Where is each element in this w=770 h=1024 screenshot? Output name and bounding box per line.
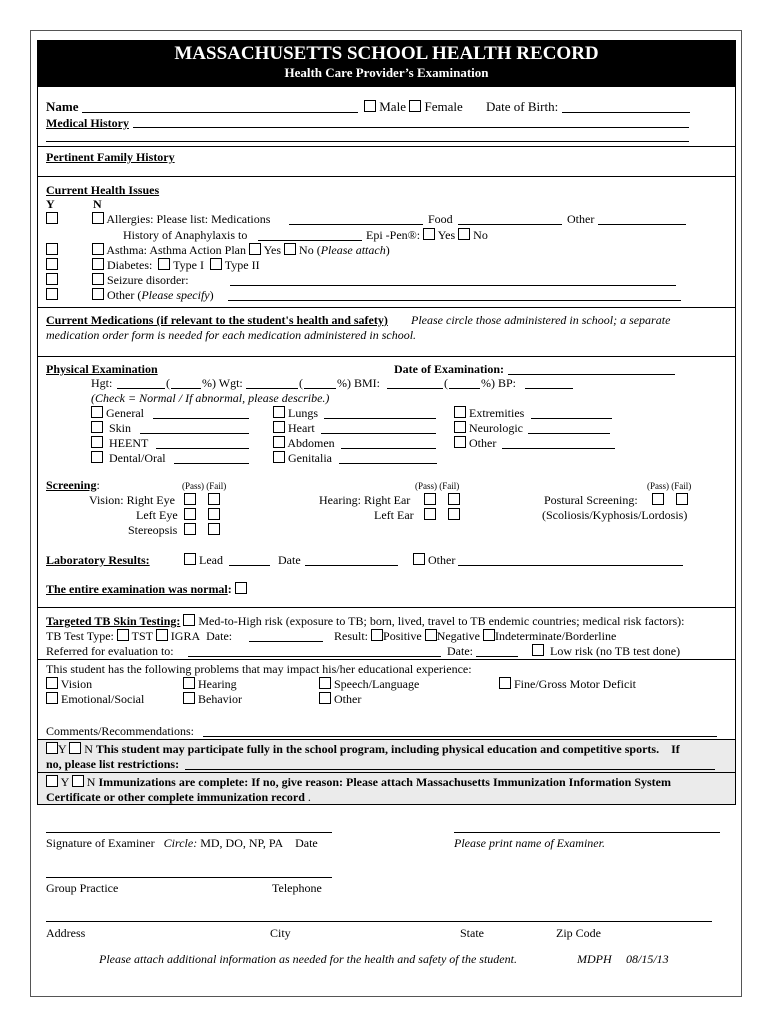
- normal-exam-line: [46, 582, 247, 596]
- wgt-pct-open: (: [299, 376, 303, 390]
- lungs-checkbox[interactable]: [273, 406, 285, 418]
- postural-label: Postural Screening:: [544, 493, 638, 507]
- medications-note-1: Please circle those administered in school; a separate: [411, 313, 671, 327]
- lungs-field[interactable]: [324, 418, 436, 419]
- allergies-yes-checkbox[interactable]: [46, 212, 58, 224]
- postural-pass-fail-header: (Pass) (Fail): [647, 481, 692, 491]
- neurologic-field[interactable]: [528, 433, 610, 434]
- speech-problem-item: [319, 677, 419, 691]
- heent-field[interactable]: [156, 448, 249, 449]
- screening-heading: [46, 478, 100, 492]
- lead-label: Lead: [199, 553, 223, 567]
- medical-history-label: Medical History: [46, 116, 129, 130]
- lowrisk-checkbox[interactable]: [532, 644, 544, 656]
- postural-fail-checkbox[interactable]: [676, 493, 688, 505]
- other-yes: [46, 288, 58, 302]
- vision-left-boxes: [184, 508, 220, 522]
- immunization-period: .: [307, 790, 311, 804]
- motor-problem-label: Fine/Gross Motor Deficit: [514, 677, 636, 691]
- genitalia-label: Genitalia: [288, 451, 332, 465]
- immunization-certificate: Certificate or other complete immunization record: [46, 790, 305, 804]
- male-checkbox[interactable]: [364, 100, 376, 112]
- bmi-field[interactable]: [387, 388, 443, 389]
- group-practice-field[interactable]: [46, 877, 332, 878]
- stereopsis-fail-checkbox[interactable]: [208, 523, 220, 535]
- hearing-right-label: Hearing: Right Ear: [319, 493, 411, 507]
- credentials-label: MD, DO, NP, PA: [200, 836, 284, 850]
- medical-history-field[interactable]: [133, 127, 689, 128]
- hearing-right-boxes: [424, 493, 460, 507]
- epipen-group: [366, 228, 488, 242]
- asthma-no-checkbox[interactable]: [92, 243, 104, 255]
- comments-line: [46, 724, 194, 738]
- tb-date-label: Date:: [206, 629, 233, 643]
- health-issues-label: Current Health Issues: [46, 183, 160, 197]
- sex-options: [364, 100, 463, 114]
- diabetes-yes: [46, 258, 58, 272]
- extremities-field[interactable]: [531, 418, 612, 419]
- dental-checkbox[interactable]: [91, 451, 103, 463]
- form-header: [37, 40, 736, 87]
- asthma-label: Asthma: Asthma Action Plan: [106, 243, 247, 257]
- other-issue-line: [92, 288, 214, 302]
- tb-result-label: Result:: [334, 629, 369, 643]
- dob-field[interactable]: [562, 112, 690, 113]
- divider: [38, 356, 735, 357]
- tst-checkbox[interactable]: [117, 629, 129, 641]
- divider: [38, 176, 735, 177]
- yes-column-label: Y: [46, 197, 55, 211]
- hearing-problem-checkbox[interactable]: [183, 677, 195, 689]
- heent-checkbox[interactable]: [91, 436, 103, 448]
- extremities-label: Extremities: [469, 406, 525, 420]
- hgt-pct-field[interactable]: [171, 388, 201, 389]
- bmi-pct-field[interactable]: [449, 388, 480, 389]
- lead-checkbox[interactable]: [184, 553, 196, 565]
- asthma-line: Asthma: Asthma Action Plan Yes No (Please attach): [92, 243, 390, 257]
- circle-label: Circle:: [163, 836, 198, 850]
- lungs-label: Lungs: [288, 406, 318, 420]
- other-problem-checkbox[interactable]: [319, 692, 331, 704]
- type2-label: Type II: [224, 258, 260, 272]
- motor-problem-checkbox[interactable]: [499, 677, 511, 689]
- lab-other-item: [413, 553, 455, 567]
- other-issue-field[interactable]: [228, 300, 681, 301]
- hearing-problem-label: Hearing: [198, 677, 237, 691]
- state-label: State: [460, 926, 484, 940]
- participate-yes-label: Y: [58, 742, 67, 756]
- wgt-pct-field[interactable]: [304, 388, 336, 389]
- allergies-no-checkbox[interactable]: [92, 212, 104, 224]
- heent-label: HEENT: [109, 436, 149, 450]
- abdomen-item: [273, 436, 335, 450]
- comments-colon: :: [190, 724, 194, 738]
- immunization-no-label: N: [86, 775, 96, 789]
- lab-other-checkbox[interactable]: [413, 553, 425, 565]
- tb-label: Targeted TB Skin Testing:: [46, 614, 181, 628]
- negative-checkbox[interactable]: [425, 629, 437, 641]
- skin-item: [91, 421, 131, 435]
- footer-note: Please attach additional information as needed for the health and safety of the student.: [99, 952, 517, 966]
- other-exam-checkbox[interactable]: [454, 436, 466, 448]
- exam-date-field[interactable]: [508, 374, 675, 375]
- stereopsis-boxes: [184, 523, 220, 537]
- address-field[interactable]: [46, 921, 712, 922]
- anaphylaxis-label: History of Anaphylaxis to: [123, 228, 248, 242]
- positive-checkbox[interactable]: [371, 629, 383, 641]
- genitalia-field[interactable]: [339, 463, 437, 464]
- wgt-field[interactable]: [246, 388, 298, 389]
- tb-type-line: [46, 629, 232, 643]
- motor-problem-item: [499, 677, 636, 691]
- divider: [38, 659, 735, 660]
- skin-field[interactable]: [140, 433, 249, 434]
- normal-exam-label: The entire examination was normal: [46, 582, 228, 596]
- dental-item: [91, 451, 166, 465]
- seizure-yes-checkbox[interactable]: [46, 273, 58, 285]
- city-label: City: [270, 926, 291, 940]
- other-problem-item: [319, 692, 361, 706]
- epipen-label: Epi -Pen®:: [366, 228, 421, 242]
- form-title: MASSACHUSETTS SCHOOL HEALTH RECORD: [174, 43, 599, 64]
- participation-if: If: [671, 742, 680, 756]
- seizure-label: Seizure disorder:: [107, 273, 189, 287]
- participation-line-1: [46, 742, 680, 756]
- participate-no-label: N: [84, 742, 93, 756]
- hearing-right-pass-checkbox[interactable]: [424, 493, 436, 505]
- other-issue-no-checkbox[interactable]: [92, 288, 104, 300]
- extremities-item: [454, 406, 524, 420]
- seizure-no-checkbox[interactable]: [92, 273, 104, 285]
- dental-field[interactable]: [174, 463, 249, 464]
- lab-date-field[interactable]: [305, 565, 398, 566]
- emotional-problem-label: Emotional/Social: [61, 692, 145, 706]
- exam-date-label: Date of Examination:: [394, 362, 504, 376]
- heart-item: [273, 421, 315, 435]
- no-column-label: N: [93, 197, 102, 211]
- group-practice-label: Group Practice: [46, 881, 119, 895]
- participate-no-checkbox[interactable]: [69, 742, 81, 754]
- other-issue-close: ): [209, 288, 214, 302]
- skin-checkbox[interactable]: [91, 421, 103, 433]
- allergies-label: Allergies: Please list: Medications: [106, 212, 271, 226]
- scoliosis-label: (Scoliosis/Kyphosis/Lordosis): [542, 508, 688, 522]
- epipen-yes-checkbox[interactable]: [423, 228, 435, 240]
- screening-label: Screening: [46, 478, 97, 492]
- address-label: Address: [46, 926, 86, 940]
- negative-label: Negative: [436, 629, 480, 643]
- allergy-food-field[interactable]: [458, 224, 562, 225]
- zip-label: Zip Code: [556, 926, 601, 940]
- name-label: Name: [46, 99, 79, 114]
- igra-checkbox[interactable]: [156, 629, 168, 641]
- tb-date2-label: Date:: [447, 644, 473, 658]
- diabetes-line: [92, 258, 260, 272]
- stereopsis-pass-checkbox[interactable]: [184, 523, 196, 535]
- footer-date: 08/15/13: [626, 952, 669, 966]
- lungs-item: [273, 406, 318, 420]
- neurologic-label: Neurologic: [469, 421, 523, 435]
- dob-label: Date of Birth:: [486, 99, 559, 114]
- anaphylaxis-field[interactable]: [258, 240, 362, 241]
- action-plan-attach-label: Please attach: [320, 243, 386, 257]
- tb-date2-field[interactable]: [476, 656, 518, 657]
- indeterminate-checkbox[interactable]: [483, 629, 495, 641]
- vision-right-label: Vision: Right Eye: [89, 493, 175, 507]
- tb-date-field[interactable]: [249, 641, 323, 642]
- food-label: Food: [428, 212, 453, 226]
- extremities-checkbox[interactable]: [454, 406, 466, 418]
- other-issue-specify: Please specify: [141, 288, 210, 302]
- immunization-line-2: [46, 790, 311, 804]
- epipen-no-checkbox[interactable]: [458, 228, 470, 240]
- behavior-problem-item: [183, 692, 242, 706]
- divider: [38, 739, 735, 740]
- family-history-label: Pertinent Family History: [46, 150, 175, 164]
- tb-result-line: [334, 629, 616, 643]
- vision-pass-fail-header: (Pass) (Fail): [182, 481, 227, 491]
- signature-label-line: [46, 836, 318, 850]
- allergies-line: [92, 212, 270, 226]
- neurologic-checkbox[interactable]: [454, 421, 466, 433]
- vision-right-boxes: [184, 493, 220, 507]
- restrictions-label: no, please list restrictions:: [46, 757, 180, 771]
- hearing-problem-item: [183, 677, 237, 691]
- name-field[interactable]: [82, 112, 358, 113]
- telephone-label: Telephone: [272, 881, 322, 895]
- type1-checkbox[interactable]: [158, 258, 170, 270]
- action-plan-yes-checkbox[interactable]: [249, 243, 261, 255]
- postural-boxes: [652, 493, 688, 507]
- footer-agency: MDPH: [577, 952, 612, 966]
- other-issue-yes-checkbox[interactable]: [46, 288, 58, 300]
- hearing-right-fail-checkbox[interactable]: [448, 493, 460, 505]
- normal-exam-colon: :: [227, 582, 232, 596]
- vision-problem-checkbox[interactable]: [46, 677, 58, 689]
- hearing-pass-fail-header: (Pass) (Fail): [415, 481, 460, 491]
- other-exam-field[interactable]: [502, 448, 615, 449]
- print-name-label: Please print name of Examiner.: [454, 836, 605, 850]
- epipen-yes-label: Yes: [437, 228, 456, 242]
- vision-left-pass-checkbox[interactable]: [184, 508, 196, 520]
- comments-field[interactable]: [203, 736, 717, 737]
- action-plan-no-label: No (: [299, 243, 321, 257]
- tb-risk-label: Med-to-High risk (exposure to TB; born, lived, travel to TB endemic countries; medical risk factors):: [198, 614, 685, 628]
- other-exam-label: Other: [469, 436, 497, 450]
- vision-left-label: Left Eye: [136, 508, 178, 522]
- lab-results-label: Laboratory Results:: [46, 553, 150, 567]
- seizure-line: [92, 273, 189, 287]
- lab-other-field[interactable]: [458, 565, 683, 566]
- hearing-left-pass-checkbox[interactable]: [424, 508, 436, 520]
- hearing-left-fail-checkbox[interactable]: [448, 508, 460, 520]
- immunization-line-1: [46, 775, 671, 789]
- heent-item: [91, 436, 148, 450]
- hgt-pct-open: (: [166, 376, 170, 390]
- divider: [38, 307, 735, 308]
- vision-problem-item: [46, 677, 92, 691]
- heart-field[interactable]: [321, 433, 436, 434]
- divider: [38, 607, 735, 608]
- seizure-field[interactable]: [230, 285, 676, 286]
- allergy-medications-field[interactable]: [289, 224, 423, 225]
- vision-left-fail-checkbox[interactable]: [208, 508, 220, 520]
- lowrisk-item: [532, 644, 680, 658]
- diabetes-no-checkbox[interactable]: [92, 258, 104, 270]
- action-plan-no-checkbox[interactable]: [284, 243, 296, 255]
- female-checkbox[interactable]: [409, 100, 421, 112]
- normal-exam-checkbox[interactable]: [235, 582, 247, 594]
- abdomen-label: Abdomen: [287, 436, 335, 450]
- allergy-other-label: Other: [567, 212, 595, 226]
- form-subtitle: Health Care Provider’s Examination: [284, 65, 489, 80]
- skin-label: Skin: [109, 421, 132, 435]
- medications-label: Current Medications (if relevant to the student's health and safety): [46, 313, 388, 327]
- signature-label: Signature of Examiner: [46, 836, 155, 850]
- general-field[interactable]: [153, 418, 249, 419]
- emotional-problem-item: [46, 692, 144, 706]
- emotional-problem-checkbox[interactable]: [46, 692, 58, 704]
- bp-label: %) BP:: [481, 376, 517, 390]
- general-item: [91, 406, 144, 420]
- screening-colon: :: [96, 478, 100, 492]
- wgt-label: %) Wgt:: [202, 376, 243, 390]
- bmi-pct-open: (: [444, 376, 448, 390]
- lab-other-label: Other: [428, 553, 456, 567]
- immunization-statement: Immunizations are complete: If no, give reason: Please attach Massachusetts Immunization Information System: [98, 775, 671, 789]
- participate-yes-checkbox[interactable]: [46, 742, 58, 754]
- action-plan-yes-label: Yes: [263, 243, 282, 257]
- tb-line-1: [46, 614, 685, 628]
- comments-label: Comments/Recommendations: [46, 724, 191, 738]
- hearing-left-boxes: [424, 508, 460, 522]
- lab-date-label: Date: [278, 553, 301, 567]
- igra-label: IGRA: [170, 629, 201, 643]
- signature-date-label: Date: [295, 836, 318, 850]
- medications-note-2: medication order form is needed for each medication administered in school.: [46, 328, 417, 342]
- other-problem-label: Other: [334, 692, 362, 706]
- vision-right-pass-checkbox[interactable]: [184, 493, 196, 505]
- type2-checkbox[interactable]: [210, 258, 222, 270]
- genitalia-item: [273, 451, 332, 465]
- tst-label: TST: [131, 629, 153, 643]
- speech-problem-label: Speech/Language: [334, 677, 420, 691]
- positive-label: Positive: [383, 629, 422, 643]
- lowrisk-label: Low risk (no TB test done): [550, 644, 681, 658]
- immunization-yes-label: Y: [60, 775, 69, 789]
- tb-type-label: TB Test Type:: [46, 629, 114, 643]
- type1-label: Type I: [173, 258, 204, 272]
- participation-statement: This student may participate fully in the school program, including physical education and competitive sports.: [95, 742, 660, 756]
- asthma-yes: [46, 243, 58, 257]
- hearing-left-label: Left Ear: [374, 508, 414, 522]
- immunization-yes-checkbox[interactable]: [46, 775, 58, 787]
- stereopsis-label: Stereopsis: [128, 523, 178, 537]
- allergy-other-field[interactable]: [598, 224, 686, 225]
- immunization-no-checkbox[interactable]: [72, 775, 84, 787]
- tb-referred-label: Referred for evaluation to:: [46, 644, 174, 658]
- lead-item: [184, 553, 223, 567]
- abdomen-checkbox[interactable]: [273, 436, 285, 448]
- diabetes-label: Diabetes:: [107, 258, 153, 272]
- exam-instructions: (Check = Normal / If abnormal, please describe.): [91, 391, 330, 405]
- epipen-no-label: No: [473, 228, 488, 242]
- problems-intro: This student has the following problems that may impact his/her educational experience:: [46, 662, 472, 676]
- male-label: Male: [379, 99, 406, 114]
- tb-risk-checkbox[interactable]: [183, 614, 195, 626]
- medical-history-field-2[interactable]: [46, 141, 689, 142]
- divider: [38, 146, 735, 147]
- restrictions-field[interactable]: [185, 769, 715, 770]
- speech-problem-checkbox[interactable]: [319, 677, 331, 689]
- vision-problem-label: Vision: [60, 677, 93, 691]
- general-label: General: [106, 406, 144, 420]
- diabetes-yes-checkbox[interactable]: [46, 258, 58, 270]
- vision-right-fail-checkbox[interactable]: [208, 493, 220, 505]
- behavior-problem-label: Behavior: [198, 692, 242, 706]
- indeterminate-label: Indeterminate/Borderline: [495, 629, 617, 643]
- bmi-label: %) BMI:: [337, 376, 380, 390]
- general-checkbox[interactable]: [91, 406, 103, 418]
- seizure-yes: [46, 273, 58, 287]
- genitalia-checkbox[interactable]: [273, 451, 285, 463]
- allergies-row: [46, 212, 58, 226]
- dental-label: Dental/Oral: [109, 451, 166, 465]
- lead-field[interactable]: [229, 565, 270, 566]
- hgt-label: Hgt:: [91, 376, 113, 390]
- other-issue-label: Other (: [107, 288, 142, 302]
- abdomen-field[interactable]: [341, 448, 436, 449]
- female-label: Female: [424, 99, 463, 114]
- heart-checkbox[interactable]: [273, 421, 285, 433]
- behavior-problem-checkbox[interactable]: [183, 692, 195, 704]
- examiner-name-field[interactable]: [454, 832, 720, 833]
- bp-field[interactable]: [525, 388, 573, 389]
- hgt-field[interactable]: [117, 388, 165, 389]
- tb-referred-field[interactable]: [188, 656, 441, 657]
- physical-exam-label: Physical Examination: [46, 362, 158, 376]
- heart-label: Heart: [288, 421, 315, 435]
- asthma-yes-checkbox[interactable]: [46, 243, 58, 255]
- neurologic-item: [454, 421, 523, 435]
- postural-pass-checkbox[interactable]: [652, 493, 664, 505]
- examiner-signature-field[interactable]: [46, 832, 332, 833]
- other-exam-item: [454, 436, 496, 450]
